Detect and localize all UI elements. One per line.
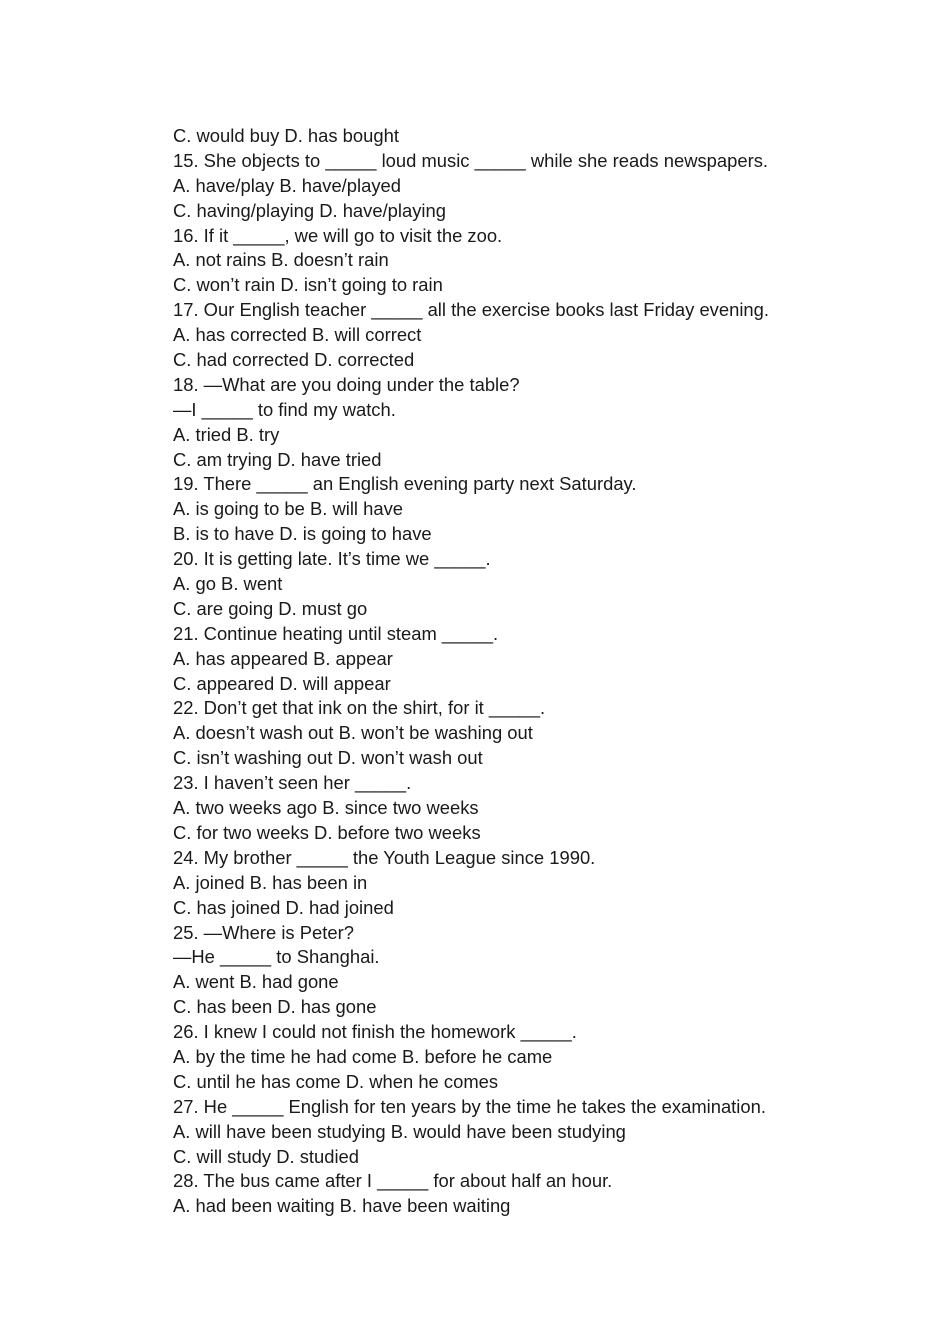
option-line: C. had corrected D. corrected — [173, 349, 415, 371]
option-line: C. will study D. studied — [173, 1145, 360, 1167]
option-line: A. not rains B. doesn’t rain — [173, 249, 389, 271]
option-line: C. until he has come D. when he comes — [173, 1070, 499, 1092]
question-line: 21. Continue heating until steam _____. — [173, 622, 499, 644]
option-line: A. has corrected B. will correct — [173, 324, 422, 346]
option-line: C. has joined D. had joined — [173, 896, 394, 918]
question-line: 16. If it _____, we will go to visit the zoo. — [173, 224, 503, 246]
question-line: 23. I haven’t seen her _____. — [173, 772, 412, 794]
question-line: 28. The bus came after I _____ for about half an hour. — [173, 1170, 613, 1192]
option-line: A. by the time he had come B. before he came — [173, 1045, 553, 1067]
exercise-text — [173, 124, 873, 1219]
option-line: A. had been waiting B. have been waiting — [173, 1195, 511, 1217]
question-line: 26. I knew I could not finish the homework _____. — [173, 1021, 577, 1043]
option-line: A. will have been studying B. would have been studying — [173, 1120, 626, 1142]
option-line: C. having/playing D. have/playing — [173, 199, 446, 221]
option-line: A. go B. went — [173, 573, 283, 595]
option-line: C. won’t rain D. isn’t going to rain — [173, 274, 443, 296]
option-line: C. has been D. has gone — [173, 996, 377, 1018]
question-line: 15. She objects to _____ loud music _____ while she reads newspapers. — [173, 149, 769, 171]
dialogue-line: —I _____ to find my watch. — [173, 398, 396, 420]
option-line: C. are going D. must go — [173, 597, 368, 619]
option-line: C. for two weeks D. before two weeks — [173, 821, 481, 843]
option-line: A. two weeks ago B. since two weeks — [173, 797, 479, 819]
option-line: A. tried B. try — [173, 423, 280, 445]
option-line: A. doesn’t wash out B. won’t be washing out — [173, 722, 533, 744]
option-line: B. is to have D. is going to have — [173, 523, 432, 545]
option-line: C. am trying D. have tried — [173, 448, 382, 470]
option-line: A. joined B. has been in — [173, 871, 368, 893]
option-line: A. have/play B. have/played — [173, 174, 401, 196]
question-line: 22. Don’t get that ink on the shirt, for it _____. — [173, 697, 546, 719]
question-line: 19. There _____ an English evening party next Saturday. — [173, 473, 637, 495]
option-line: C. appeared D. will appear — [173, 672, 391, 694]
text-line: C. would buy D. has bought — [173, 125, 399, 146]
question-line: 27. He _____ English for ten years by the time he takes the examination. — [173, 1095, 766, 1117]
question-line: 20. It is getting late. It’s time we _____. — [173, 548, 491, 570]
question-line: 24. My brother _____ the Youth League since 1990. — [173, 846, 596, 868]
question-line: 25. —Where is Peter? — [173, 921, 354, 943]
option-line: A. went B. had gone — [173, 971, 339, 993]
dialogue-line: —He _____ to Shanghai. — [173, 946, 380, 968]
option-line: A. is going to be B. will have — [173, 498, 404, 520]
question-line: 18. —What are you doing under the table? — [173, 373, 520, 395]
option-line: A. has appeared B. appear — [173, 647, 393, 669]
question-line: 17. Our English teacher _____ all the exercise books last Friday evening. — [173, 299, 769, 321]
option-line: C. isn’t washing out D. won’t wash out — [173, 747, 483, 769]
